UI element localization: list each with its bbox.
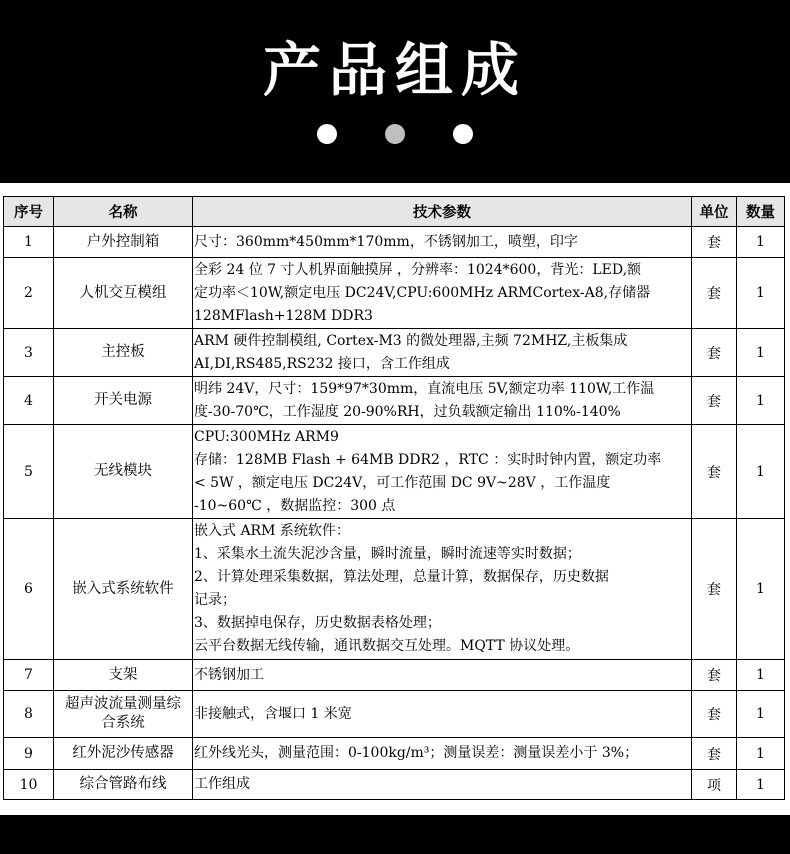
item-spec: [193, 770, 692, 800]
item-spec: [193, 227, 692, 258]
dot-icon: [317, 124, 337, 144]
item-spec-line: 128MFlash+128M DDR3: [194, 307, 373, 324]
table-row: [4, 329, 785, 377]
item-unit: 套: [692, 377, 737, 425]
product-composition-table: [3, 196, 785, 800]
item-spec-line: 全彩 24 位 7 寸人机界面触摸屏 ，分辨率：1024*600，背光：LED,额: [194, 261, 642, 278]
item-name-line: 户外控制箱: [86, 233, 160, 250]
item-quantity: 1: [737, 738, 785, 770]
item-spec-line: 云平台数据无线传输，通讯数据交互处理。MQTT 协议处理。: [194, 638, 580, 654]
item-name-line: 红外泥沙传感器: [72, 745, 174, 761]
item-spec-line: 定功率＜10W,额定电压 DC24V,CPU:600MHz ARMCortex-A8,存储器: [194, 284, 651, 301]
item-spec-line: -10~60℃ ，数据监控：300 点: [194, 497, 396, 514]
item-spec: [193, 258, 692, 329]
item-unit: 套: [692, 738, 737, 770]
item-quantity: 1: [737, 227, 785, 258]
item-spec: [193, 691, 692, 738]
item-spec-line: AI,DI,RS485,RS232 接口，含工作组成: [194, 355, 450, 372]
item-unit: 套: [692, 519, 737, 660]
item-spec-line: 存储：128MB Flash + 64MB DDR2 ，RTC ：实时时钟内置，额定功率: [194, 451, 662, 468]
item-quantity: 1: [737, 329, 785, 377]
item-name: [54, 770, 193, 800]
item-spec-line: 尺寸：360mm*450mm*170mm，不锈钢加工，喷塑，印字: [194, 233, 578, 250]
table-row: [4, 377, 785, 425]
item-name: [54, 227, 193, 258]
table-row: [4, 770, 785, 800]
item-spec-line: 记录；: [194, 592, 236, 608]
item-spec: [193, 519, 692, 660]
page-header: [0, 0, 790, 183]
item-quantity: 1: [737, 691, 785, 738]
table-row: [4, 519, 785, 660]
item-spec-line: 3、数据掉电保存，历史数据表格处理；: [194, 615, 441, 631]
item-name-line: 超声波流量测量综: [65, 696, 181, 712]
column-header-qty: 数量: [737, 197, 785, 227]
item-unit: 项: [692, 770, 737, 800]
row-number: 5: [4, 425, 54, 519]
column-header-name: 名称: [54, 197, 193, 227]
item-name-line: 无线模块: [94, 463, 152, 479]
item-spec-line: 明纬 24V，尺寸：159*97*30mm，直流电压 5V,额定功率 110W,工作温: [194, 380, 655, 397]
item-spec-line: 不锈钢加工: [194, 666, 264, 683]
row-number: 10: [4, 770, 54, 800]
item-spec: [193, 660, 692, 691]
decorative-dots: [0, 124, 790, 148]
table-row: [4, 227, 785, 258]
item-name: [54, 377, 193, 425]
item-unit: 套: [692, 329, 737, 377]
item-spec-line: 红外线光头，测量范围：0-100kg/m³；测量误差：测量误差小于 3%；: [194, 745, 639, 761]
item-quantity: 1: [737, 519, 785, 660]
item-name-line: 支架: [108, 666, 138, 683]
item-spec-line: CPU:300MHz ARM9: [194, 428, 339, 445]
row-number: 1: [4, 227, 54, 258]
row-number: 8: [4, 691, 54, 738]
item-spec: [193, 377, 692, 425]
table-header-row: [4, 197, 785, 227]
row-number: 4: [4, 377, 54, 425]
row-number: 6: [4, 519, 54, 660]
item-quantity: 1: [737, 425, 785, 519]
table-row: [4, 691, 785, 738]
item-name-line: 主控板: [101, 344, 145, 360]
item-spec-line: < 5W ，额定电压 DC24V，可工作范围 DC 9V~28V ，工作温度: [194, 474, 611, 491]
item-name: [54, 738, 193, 770]
item-spec: [193, 738, 692, 770]
item-name: [54, 425, 193, 519]
item-spec-line: 度-30-70℃，工作湿度 20-90%RH，过负载额定输出 110%-140%: [194, 403, 621, 420]
column-header-spec: 技术参数: [193, 197, 692, 227]
item-spec-line: 嵌入式 ARM 系统软件：: [194, 523, 350, 539]
item-name: [54, 691, 193, 738]
item-unit: 套: [692, 258, 737, 329]
item-unit: 套: [692, 425, 737, 519]
row-number: 7: [4, 660, 54, 691]
item-name-line: 人机交互模组: [79, 284, 167, 301]
row-number: 9: [4, 738, 54, 770]
column-header-unit: 单位: [692, 197, 737, 227]
item-name: [54, 258, 193, 329]
item-spec-line: 1、采集水土流失泥沙含量，瞬时流量，瞬时流速等实时数据；: [194, 546, 581, 562]
row-number: 3: [4, 329, 54, 377]
page-title: 产品组成: [262, 36, 527, 104]
item-name-line: 综合管路布线: [79, 776, 167, 792]
dot-icon: [385, 124, 405, 144]
table-row: [4, 258, 785, 329]
item-unit: 套: [692, 227, 737, 258]
item-name: [54, 660, 193, 691]
item-name: [54, 329, 193, 377]
content-panel: [0, 183, 790, 815]
item-spec-line: 工作组成: [194, 776, 250, 792]
item-unit: 套: [692, 691, 737, 738]
table-body: [4, 227, 785, 800]
item-name-line: 开关电源: [94, 392, 152, 408]
item-quantity: 1: [737, 770, 785, 800]
item-name-line: 合系统: [101, 715, 145, 731]
bottom-bar: [0, 815, 790, 854]
item-quantity: 1: [737, 258, 785, 329]
table-row: [4, 425, 785, 519]
table-row: [4, 660, 785, 691]
dot-icon: [453, 124, 473, 144]
table-row: [4, 738, 785, 770]
item-quantity: 1: [737, 660, 785, 691]
item-spec: [193, 329, 692, 377]
item-spec-line: 2、计算处理采集数据，算法处理，总量计算，数据保存，历史数据: [194, 569, 609, 585]
item-unit: 套: [692, 660, 737, 691]
item-spec-line: 非接触式，含堰口 1 米宽: [194, 705, 352, 722]
item-spec: [193, 425, 692, 519]
item-spec-line: ARM 硬件控制模组, Cortex-M3 的微处理器,主频 72MHZ,主板集成: [194, 332, 628, 349]
column-header-no: 序号: [4, 197, 54, 227]
item-name: [54, 519, 193, 660]
item-quantity: 1: [737, 377, 785, 425]
row-number: 2: [4, 258, 54, 329]
item-name-line: 嵌入式系统软件: [72, 580, 174, 597]
